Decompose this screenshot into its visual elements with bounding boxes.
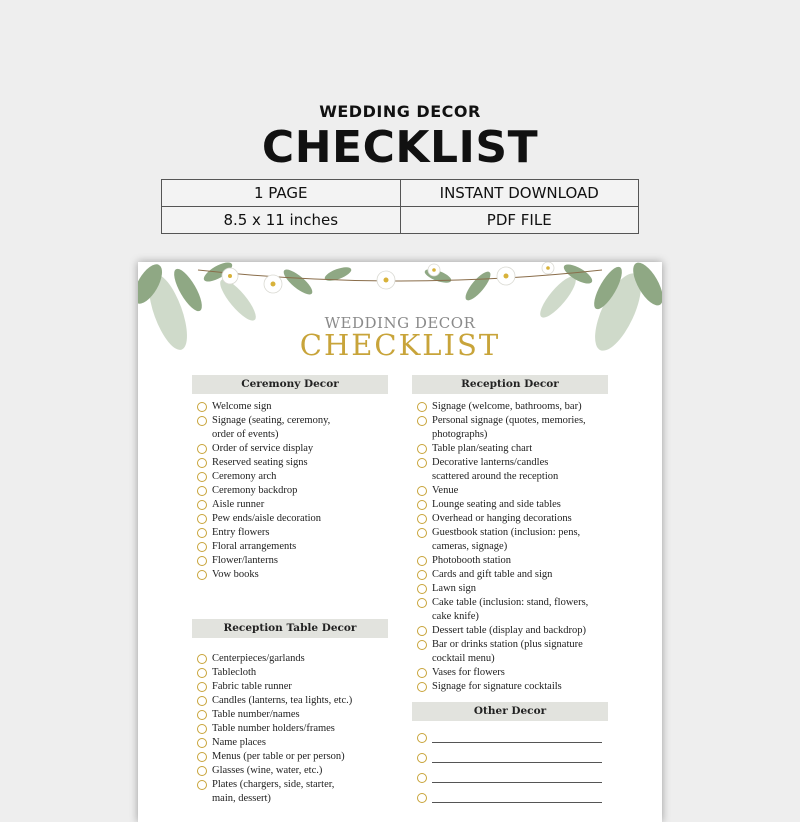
checkbox-circle-icon[interactable] — [197, 528, 207, 538]
checklist-item-text: Aisle runner — [212, 499, 265, 510]
checkbox-circle-icon[interactable] — [197, 472, 207, 482]
checklist-item — [412, 582, 608, 596]
checklist-item-text: Candles (lanterns, tea lights, etc.) — [212, 695, 353, 706]
checklist-item-text: Cards and gift table and sign — [432, 569, 553, 580]
checkbox-circle-icon[interactable] — [417, 733, 427, 743]
header-subtitle: WEDDING DECOR — [319, 102, 481, 121]
checklist-item-text: Name places — [212, 737, 266, 748]
checkbox-circle-icon[interactable] — [417, 640, 427, 650]
checklist-item — [412, 498, 608, 512]
info-cell-size: 8.5 x 11 inches — [162, 207, 401, 234]
checklist-item — [412, 596, 608, 624]
checklist-item-text: Photobooth station — [432, 555, 512, 566]
blank-checklist-item — [412, 771, 608, 791]
checklist-item-text: Flower/lanterns — [212, 555, 278, 566]
checklist-item — [192, 694, 388, 708]
checklist-item — [412, 680, 608, 694]
checkbox-circle-icon[interactable] — [197, 752, 207, 762]
checklist-item-text: Floral arrangements — [212, 541, 297, 552]
checklist-item — [192, 400, 388, 414]
info-row — [162, 180, 639, 207]
checkbox-circle-icon[interactable] — [417, 773, 427, 783]
section-heading: Reception Decor — [412, 375, 608, 394]
checklist-item — [412, 666, 608, 680]
checkbox-circle-icon[interactable] — [197, 416, 207, 426]
other-decor-list — [412, 731, 608, 811]
checklist-item-text: Guestbook station (inclusion: pens, — [432, 527, 581, 538]
blank-checklist-item — [412, 751, 608, 771]
checkbox-circle-icon[interactable] — [197, 542, 207, 552]
write-in-line[interactable] — [432, 802, 602, 803]
reception-decor-section — [412, 375, 608, 694]
checklist-item — [192, 442, 388, 456]
checkbox-circle-icon[interactable] — [197, 766, 207, 776]
checklist-item-text: Overhead or hanging decorations — [432, 513, 572, 524]
checkbox-circle-icon[interactable] — [197, 486, 207, 496]
checklist-item — [412, 512, 608, 526]
write-in-line[interactable] — [432, 762, 602, 763]
checkbox-circle-icon[interactable] — [417, 444, 427, 454]
checklist-item — [192, 680, 388, 694]
checkbox-circle-icon[interactable] — [417, 570, 427, 580]
blank-checklist-item — [412, 731, 608, 751]
checklist-item — [192, 764, 388, 778]
checklist-item-text: Cake table (inclusion: stand, flowers, — [432, 597, 589, 608]
checkbox-circle-icon[interactable] — [417, 514, 427, 524]
other-decor-section — [412, 702, 608, 811]
checkbox-circle-icon[interactable] — [417, 626, 427, 636]
checkbox-circle-icon[interactable] — [417, 500, 427, 510]
checklist-item-text: Bar or drinks station (plus signature — [432, 639, 583, 650]
checkbox-circle-icon[interactable] — [417, 668, 427, 678]
checklist-item-text: Order of service display — [212, 443, 314, 454]
checkbox-circle-icon[interactable] — [197, 570, 207, 580]
checklist-item-text: Signage (seating, ceremony, — [212, 415, 331, 426]
checklist-item-text: Table plan/seating chart — [432, 443, 533, 454]
checkbox-circle-icon[interactable] — [417, 486, 427, 496]
info-row — [162, 207, 639, 234]
info-cell-format: PDF FILE — [400, 207, 639, 234]
checklist-item-text: Signage for signature cocktails — [432, 681, 562, 692]
checklist-item-text: Signage (welcome, bathrooms, bar) — [432, 401, 582, 412]
checklist-item-text: Menus (per table or per person) — [212, 751, 345, 762]
section-heading: Other Decor — [412, 702, 608, 721]
header-title: CHECKLIST — [261, 122, 539, 173]
checklist-item-text: Table number holders/frames — [212, 723, 335, 734]
checklist-item-text: cocktail menu) — [432, 653, 495, 664]
checklist-item-text: cake knife) — [432, 611, 479, 622]
checklist-item — [192, 568, 388, 582]
checkbox-circle-icon[interactable] — [417, 556, 427, 566]
checkbox-circle-icon[interactable] — [417, 793, 427, 803]
checkbox-circle-icon[interactable] — [197, 654, 207, 664]
ceremony-decor-list — [192, 400, 388, 582]
section-heading: Reception Table Decor — [192, 619, 388, 638]
checklist-item-text: Vases for flowers — [432, 667, 505, 678]
checklist-item-text: Lawn sign — [432, 583, 477, 594]
reception-table-decor-section — [192, 619, 388, 806]
reception-table-decor-list — [192, 652, 388, 806]
checklist-item-text: photographs) — [432, 429, 488, 440]
checklist-item-text: Ceremony backdrop — [212, 485, 298, 496]
checklist-item-text: Fabric table runner — [212, 681, 292, 692]
checklist-item-text: Tablecloth — [212, 667, 257, 678]
checklist-item-text: Welcome sign — [212, 401, 272, 412]
checkbox-circle-icon[interactable] — [197, 696, 207, 706]
checkbox-circle-icon[interactable] — [197, 556, 207, 566]
checklist-item-text: Centerpieces/garlands — [212, 653, 305, 664]
checklist-item-text: Decorative lanterns/candles — [432, 457, 549, 468]
checklist-item-text: Vow books — [212, 569, 259, 580]
checklist-item — [192, 498, 388, 512]
checklist-item — [412, 484, 608, 498]
info-cell-pages: 1 PAGE — [162, 180, 401, 207]
checkbox-circle-icon[interactable] — [417, 584, 427, 594]
checkbox-circle-icon[interactable] — [417, 458, 427, 468]
checkbox-circle-icon[interactable] — [197, 444, 207, 454]
checklist-item — [412, 456, 608, 484]
checklist-item — [412, 554, 608, 568]
ceremony-decor-section — [192, 375, 388, 582]
checklist-item-text: Plates (chargers, side, starter, — [212, 779, 335, 790]
checkbox-circle-icon[interactable] — [197, 458, 207, 468]
checklist-item-text: Ceremony arch — [212, 471, 277, 482]
checkbox-circle-icon[interactable] — [197, 402, 207, 412]
checklist-item-text: Dessert table (display and backdrop) — [432, 625, 586, 636]
checkbox-circle-icon[interactable] — [197, 500, 207, 510]
checklist-item-text: Lounge seating and side tables — [432, 499, 561, 510]
checklist-item — [192, 666, 388, 680]
checklist-item — [192, 540, 388, 554]
checkbox-circle-icon[interactable] — [197, 682, 207, 692]
checklist-item — [192, 778, 388, 806]
checklist-item-text: order of events) — [212, 429, 279, 440]
checklist-item-text: Venue — [432, 485, 459, 496]
checklist-item-text: Personal signage (quotes, memories, — [432, 415, 586, 426]
checkbox-circle-icon[interactable] — [197, 668, 207, 678]
sheet-subtitle: WEDDING DECOR — [324, 314, 476, 332]
checklist-item — [192, 750, 388, 764]
checklist-item — [192, 470, 388, 484]
sheet-title: CHECKLIST — [299, 328, 501, 362]
checkbox-circle-icon[interactable] — [197, 514, 207, 524]
checkbox-circle-icon[interactable] — [417, 682, 427, 692]
write-in-line[interactable] — [432, 742, 602, 743]
checklist-item — [192, 512, 388, 526]
checklist-item — [412, 526, 608, 554]
checkbox-circle-icon[interactable] — [417, 416, 427, 426]
checkbox-circle-icon[interactable] — [197, 738, 207, 748]
checklist-item-text: Table number/names — [212, 709, 300, 720]
checklist-item — [412, 624, 608, 638]
checklist-item-text: scattered around the reception — [432, 471, 559, 482]
checklist-item-text: Reserved seating signs — [212, 457, 308, 468]
checklist-item — [192, 736, 388, 750]
checklist-item — [192, 652, 388, 666]
checklist-item-text: main, dessert) — [212, 793, 271, 804]
checklist-item-text: Glasses (wine, water, etc.) — [212, 765, 323, 776]
blank-checklist-item — [412, 791, 608, 811]
checkbox-circle-icon[interactable] — [417, 402, 427, 412]
reception-decor-list — [412, 400, 608, 694]
checklist-item — [412, 414, 608, 442]
checklist-item — [412, 400, 608, 414]
write-in-line[interactable] — [432, 782, 602, 783]
section-heading: Ceremony Decor — [192, 375, 388, 394]
checkbox-circle-icon[interactable] — [417, 753, 427, 763]
checklist-item-text: Pew ends/aisle decoration — [212, 513, 322, 524]
checkbox-circle-icon[interactable] — [417, 528, 427, 538]
info-cell-delivery: INSTANT DOWNLOAD — [400, 180, 639, 207]
checklist-item — [192, 722, 388, 736]
checklist-item — [412, 442, 608, 456]
checklist-item — [192, 484, 388, 498]
checklist-item — [412, 568, 608, 582]
checklist-item-text: Entry flowers — [212, 527, 270, 538]
checklist-item — [412, 638, 608, 666]
checkbox-circle-icon[interactable] — [417, 598, 427, 608]
checklist-item — [192, 414, 388, 442]
checklist-item-text: cameras, signage) — [432, 541, 508, 552]
product-info-table — [161, 179, 639, 234]
checklist-item — [192, 456, 388, 470]
checklist-item — [192, 554, 388, 568]
checklist-item — [192, 708, 388, 722]
checklist-sheet-preview — [138, 262, 662, 822]
checklist-item — [192, 526, 388, 540]
checkbox-circle-icon[interactable] — [197, 780, 207, 790]
checkbox-circle-icon[interactable] — [197, 724, 207, 734]
checkbox-circle-icon[interactable] — [197, 710, 207, 720]
